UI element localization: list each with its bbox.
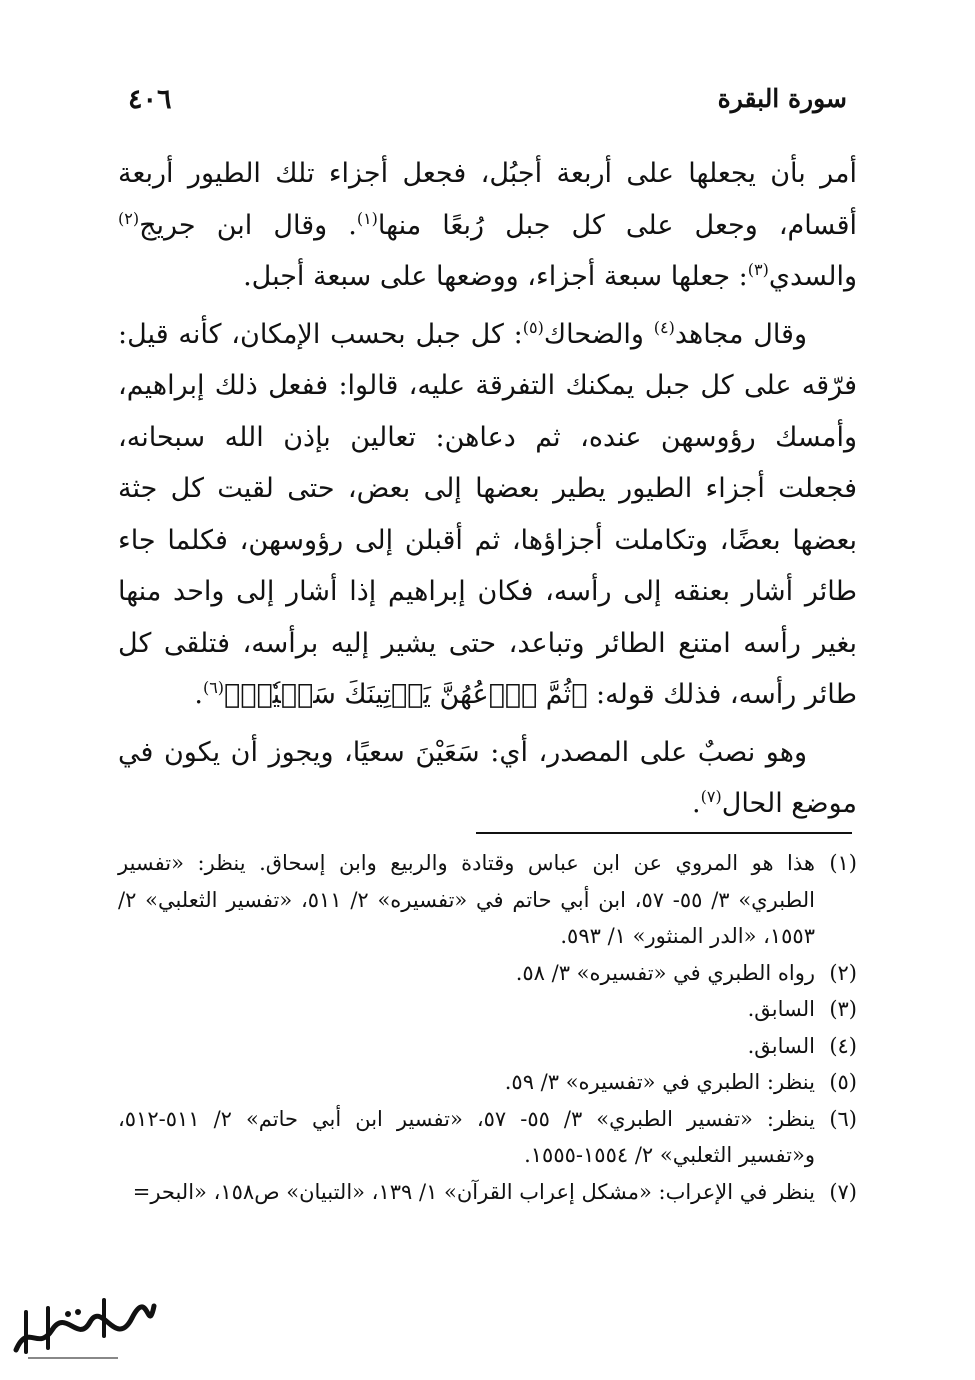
footnote-number: (٣): [829, 997, 857, 1021]
calligraphy-logo-icon: [8, 1292, 160, 1362]
surah-title: سورة البقرة: [717, 84, 847, 113]
footnote-text: هذا هو المروي عن ابن عباس وقتادة والربيع وابن إسحاق. ينظر: «تفسير الطبري» ٣/ ٥٥- ٥٧، ابن أبي حاتم في «تفسيره» ٢/ ٥١١، «تفسير الثعلبي» ٢/ ١٥٥٣، «الدر المنثور» ١/ ٥٩٣.: [118, 851, 815, 948]
paragraph-3: وهو نصبٌ على المصدر، أي: سَعَيْنَ سعيًا، ويجوز أن يكون في موضع الحال$^{(٧)}$.: [118, 736, 857, 819]
footnote-number: (٤): [829, 1033, 857, 1058]
footnote-text: السابق.: [747, 1033, 815, 1058]
footnote-7: [118, 1174, 857, 1211]
main-text: [118, 148, 857, 830]
footnote-number: (٥): [829, 1070, 857, 1094]
page-number: ٤٠٦: [128, 84, 172, 115]
footnote-4: [118, 1028, 857, 1065]
footnote-ref-2[interactable]: (٢): [118, 208, 140, 228]
footnote-6: [118, 1101, 857, 1174]
footnote-ref-3[interactable]: (٣): [747, 260, 769, 279]
footnote-text: السابق.: [747, 997, 815, 1021]
footnote-ref-5[interactable]: (٥): [522, 317, 544, 337]
footnote-number: (٢): [829, 960, 857, 985]
quran-verse: ﴿ثُمَّ ٱدۡعُهُنَّ يَأۡتِينَكَ سَعۡيٗاۚ﴾: [224, 679, 588, 710]
footnote-ref-7[interactable]: (٧): [700, 787, 722, 806]
footnote-separator: [476, 832, 852, 834]
footnote-5: [118, 1064, 857, 1101]
page-header: [128, 82, 847, 122]
footnote-text: ينظر: «تفسير الطبري» ٣/ ٥٥- ٥٧، «تفسير ابن أبي حاتم» ٢/ ٥١١-٥١٢، و«تفسير الثعلبي» ٢/ ١٥٥٤-١٥٥٥.: [118, 1106, 815, 1167]
footnote-2: [118, 955, 857, 992]
footnote-text: ينظر: الطبري في «تفسيره» ٣/ ٥٩.: [504, 1070, 815, 1094]
footnote-number: (٦): [829, 1106, 857, 1131]
footnote-text: رواه الطبري في «تفسيره» ٣/ ٥٨.: [515, 960, 815, 985]
paragraph-2: وقال مجاهد$^{(٤)}$ والضحاك$^{(٥)}$: كل جبل بحسب الإمكان، كأنه قيل: فرّقه على كل جبل يمكنك التفرقة عليه، قالوا: ففعل ذلك إبراهيم، وأمسك رؤوسهن عنده، ثم دعاهن: تعالين بإذن الله سبحانه، فجعلت أجزاء الطيور يطير بعضها إلى بعض، حتى لقيت كل جثة بعضها بعضًا، وتكاملت أجزاؤها، ثم أقبلن إلى رؤوسهن، فكلما جاء طائر أشار بعنقه إلى رأسه، فكان إبراهيم إذا أشار إلى واحد منها بغير رأسه امتنع الطائر وتباعد، حتى يشير إليه برأسه، فتلقى كل طائر رأسه، فذلك قوله: ﴿ثُمَّ ٱدۡعُهُنَّ يَأۡتِينَكَ سَعۡيٗاۚ﴾$^{(٦)}$.: [118, 317, 857, 710]
footnote-3: [118, 991, 857, 1028]
footnotes: [118, 845, 857, 1210]
footnote-ref-4[interactable]: (٤): [653, 317, 675, 337]
footnote-text: ينظر في الإعراب: «مشكل إعراب القرآن» ١/ ١٣٩، «التبيان» ص١٥٨، «البحر=: [132, 1179, 815, 1204]
footnote-1: [118, 845, 857, 955]
publisher-logo: [8, 1292, 160, 1362]
footnote-ref-6[interactable]: (٦): [202, 678, 225, 697]
paragraph-1: أمر بأن يجعلها على أربعة أجبُل، فجعل أجزاء تلك الطيور أربعة أقسام، وجعل على كل جبل رُبعًا منها$^{(١)}$. وقال ابن جريج$^{(٢)}$ والسدي$^{(٣)}$: جعلها سبعة أجزاء، ووضعها على سبعة أجبل.: [118, 158, 857, 292]
footnote-number: (٧): [829, 1179, 857, 1204]
footnote-ref-1[interactable]: (١): [356, 208, 378, 228]
footnote-number: (١): [829, 851, 857, 875]
